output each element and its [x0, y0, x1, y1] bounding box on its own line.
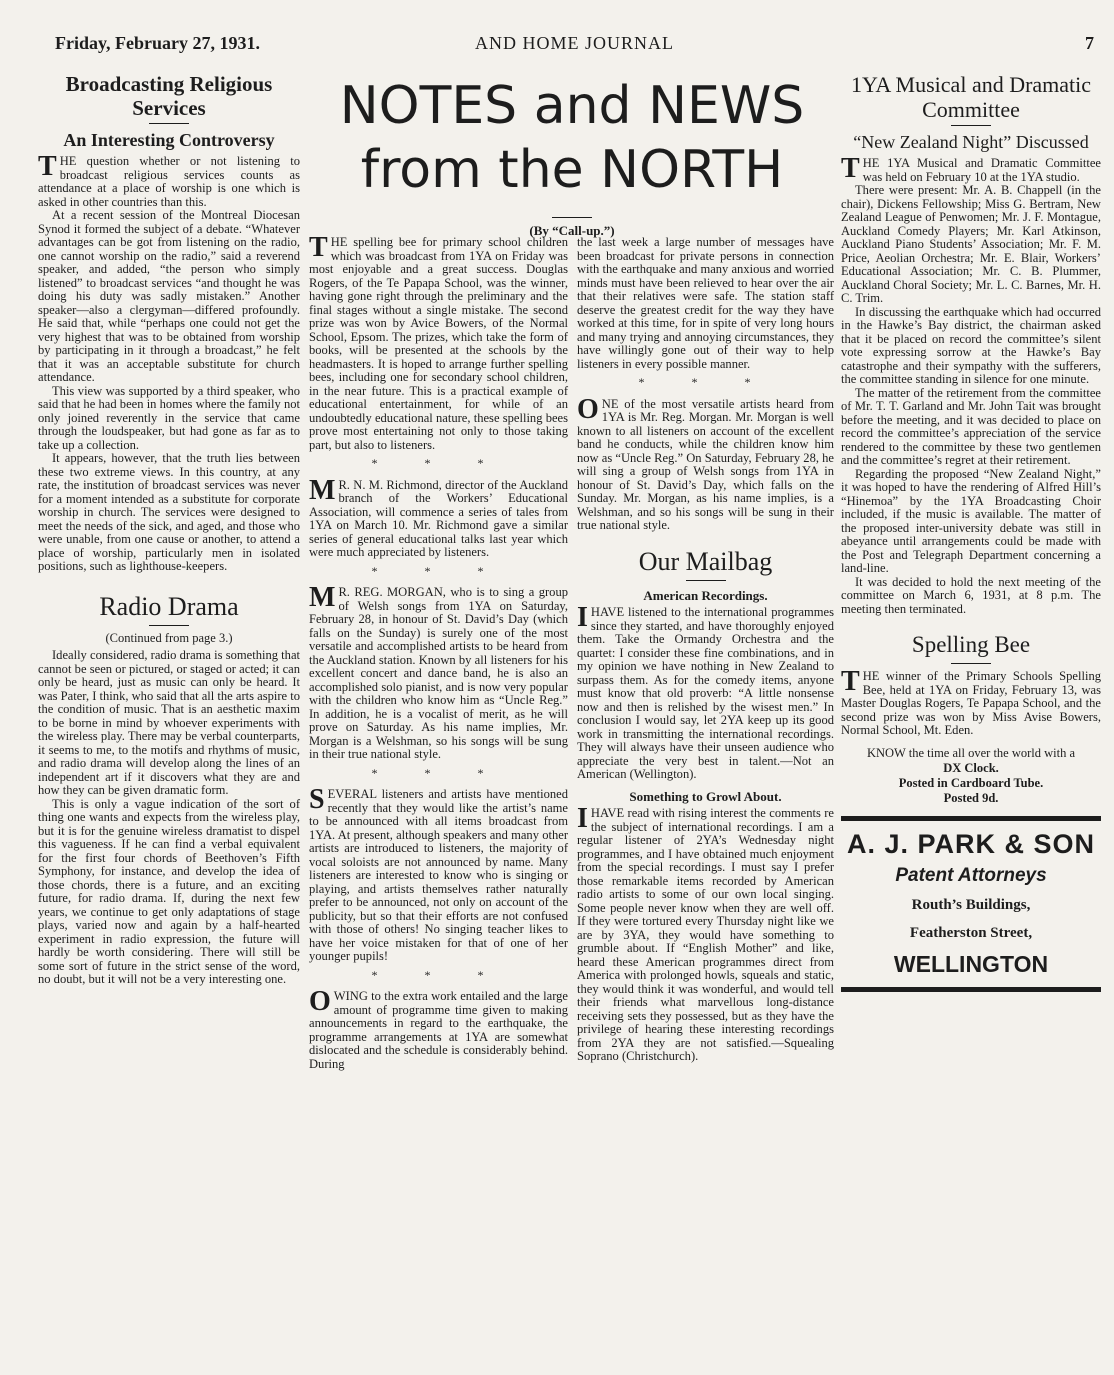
banner-line-1: NOTES and NEWS: [339, 76, 805, 136]
ad-tagline: Patent Attorneys: [895, 864, 1047, 886]
divider: [149, 625, 189, 626]
page-header: [55, 33, 1094, 57]
article-paragraph: This is only a vague indication of the sort of thing one wants and expects from the wireless play, but it is for the genuine wireless dramatist to dispel this vagueness. If he can find a verbal equivalent for the first four chords of Beethoven’s Fifth Symphony, for instance, and develop the idea of those chords, there is a future, and an exciting future, for radio drama. If, during the next few years, we continue to get only adaptations of stage plays, varied now and again by a half-hearted experiment in radio expression, the future will hardly be worth considering. There will still be some sort of future in the strict sense of the word, no doubt, but it will not be a very interesting one.: [38, 796, 300, 986]
dx-ad-line: Posted 9d.: [943, 790, 999, 805]
article-paragraph: This view was supported by a third speaker, who said that he had been in homes where the family not only joined reverently in the service that came through the loudspeaker, but had gone as far as to take up a collection.: [38, 383, 300, 452]
article-paragraph: It appears, however, that the truth lies between these two extreme views. In this country, at any rate, the institution of broadcast services was never for a moment intended as a substitute for corporate worship in church. The services were designed to meet the needs of the sick, and aged, and those who were unable, from one cause or another, to attend a place of worship, particularly men in isolated positions, such as lighthouse-keepers.: [38, 451, 300, 573]
issue-date: Friday, February 27, 1931.: [55, 33, 260, 53]
divider: [686, 580, 726, 581]
headline-radio-drama: Radio Drama: [99, 591, 239, 621]
headline-spelling-bee: Spelling Bee: [911, 632, 1031, 657]
separator-stars: * * *: [371, 456, 506, 470]
article-paragraph: OWING to the extra work entailed and the large amount of programme time given to making announcements in regard to the earthquake, the programme arrangements at 1YA are somewhat dislocated and the schedule is considerably behind. During: [309, 986, 568, 1071]
ad-address: Featherston Street,: [909, 924, 1033, 941]
ad-border: [841, 987, 1101, 992]
journal-title: AND HOME JOURNAL: [475, 33, 674, 53]
article-paragraph: SEVERAL listeners and artists have mentioned recently that they would like the artist’s name to be announced with all items broadcast from 1YA. At present, although speakers and many other artists are introduced to listeners, the majority of vocal soloists are not announced by name. Many listeners are interested to know who is singing or playing, and artists themselves rather naturally prefer to be announced, not only on account of the publicity, but so that their efforts are not confused with those of others! No singing teacher likes to have her voice mistaken for that of one of her younger pupils!: [309, 784, 568, 963]
subhead-american: American Recordings.: [643, 587, 768, 603]
dx-ad-line: KNOW the time all over the world with a: [866, 745, 1076, 760]
separator-stars: * * *: [371, 765, 506, 780]
column-3: [577, 70, 834, 1064]
column-4: [841, 70, 1101, 998]
article-paragraph: ONE of the most versatile artists heard from 1YA is Mr. Reg. Morgan. Mr. Morgan is well known to all listeners on account of the excellent band he conducts, while the children know him now as “Uncle Reg.” On Saturday, February 28, he will sing a group of Welsh songs from 1YA in honour of St. David’s Day, which falls on the Sunday. Mr. Morgan, as his name implies, is a Welshman, and so his songs will be sung in their true national style.: [577, 393, 834, 532]
article-paragraph: THE 1YA Musical and Dramatic Committee was held on February 10 at the 1YA studio.: [841, 153, 1101, 184]
column-1: [38, 70, 300, 987]
separator-stars: * * *: [371, 563, 506, 578]
banner-space: [577, 70, 834, 236]
dx-ad-line: DX Clock.: [943, 760, 999, 775]
column-2: [309, 70, 568, 1071]
dx-clock-ad: [841, 746, 1101, 806]
subhead-growl: Something to Growl About.: [629, 788, 782, 804]
headline-committee: 1YA Musical and Dramatic Committee: [850, 72, 1092, 122]
byline-text: (By “Call-up.”): [529, 223, 615, 238]
continued-note: (Continued from page 3.): [105, 630, 233, 645]
article-paragraph: MR. N. M. Richmond, director of the Auckland branch of the Workers’ Educational Association, will commence a series of tales from 1YA on March 10. Mr. Richmond gave a similar series of general educational talks last year which were much appreciated by listeners.: [309, 474, 568, 559]
separator-stars: * * *: [638, 375, 773, 389]
banner-space: [309, 70, 568, 236]
divider: [951, 125, 991, 126]
article-paragraph: THE spelling bee for primary school children which was broadcast from 1YA on Friday was most enjoyable and a great success. Douglas Rogers, of the Te Papapa School, was the winner, having gone right through the preliminary and the final stages without a single mistake. The second prize was won by Avice Bowers, of the Normal School, Epsom. The prizes, which take the form of books, will be presented at the schools by the headmasters. It is hoped to arrange further spelling bees, including one for secondary school children, in the near future. This is a practical example of educational entertainment, for while of an undoubtedly educational nature, these spelling bees prove most entertaining not only to those taking part, but also to listeners.: [309, 232, 568, 452]
article-paragraph: THE winner of the Primary Schools Spelling Bee, held at 1YA on Friday, February 13, was Master Douglas Rogers, Te Papapa School, and the second prize was won by Miss Avise Bowers, Normal School, Mt. Eden.: [841, 666, 1101, 737]
letter-paragraph: IHAVE read with rising interest the comments re the subject of international recordings. I am a regular listener of 2YA’s Wednesday night programmes, and I have obtained much enjoyment from the special recordings. I must say I prefer those remarkable items recorded by American radio artists to some of our own local singing. Some people never know when they are well off. If they were tortured every Thursday night like we are by 3YA, they would have something to grumble about. If “English Mother” and like, heard these American programmes direct from America with prolonged howls, squeals and static, they would think it was wonderful, and would tell their friends what marvellous long-distance receiving sets they possessed, but as they have the privilege of hearing these interesting recordings from 2YA they are not satisfied.—Squealing Soprano (Christchurch).: [577, 803, 834, 1063]
page-number: 7: [1085, 33, 1094, 53]
ad-city: WELLINGTON: [893, 950, 1049, 977]
article-paragraph: Regarding the proposed “New Zealand Night,” it was hoped to have the rendering of Alfred Hill’s “Hinemoa” by the 1YA Broadcasting Choir included, if the music is available. The matter of the proposed inter-university debate was still in abeyance until arrangements could be made with the Post and Telegraph Department concerning a land-line.: [841, 466, 1101, 575]
ad-border: [841, 816, 1101, 821]
ad-company: A. J. PARK & SON: [846, 828, 1096, 859]
article-paragraph: In discussing the earthquake which had occurred in the Hawke’s Bay district, the chairman asked that it be placed on record the committee’s silent vote expressing sorrow at the Hawke’s Bay catastrophe and their sympathy with the sufferers, the committee standing in silence for one minute.: [841, 304, 1101, 386]
park-son-ad: [841, 816, 1101, 992]
divider: [149, 123, 189, 124]
article-paragraph: At a recent session of the Montreal Diocesan Synod it formed the subject of a debate. “Whatever advantages can be got from listening on the radio, one cannot worship on the radio,” said a reverend speaker, and added, “the person who simply listened” to broadcast services “and thought he was doing his duty was sadly mistaken.” Another speaker—also a clergyman—differed profoundly. He said that, while “perhaps one could not get the very highest that was to be obtained from worship by participating in it through a broadcast,” he felt that it was an acceptable substitute for church attendance.: [38, 208, 300, 384]
article-paragraph: There were present: Mr. A. B. Chappell (in the chair), Dickens Fellowship; Miss G. Bertram, New Zealand League of Penwomen; Mr. J. F. Montague, Auckland Comedy Players; Mr. Karl Atkinson, Auckland Piano Students’ Association; Mr. F. M. Price, Aeolian Orchestra; Mr. E. Blair, Workers’ Educational Association; Mr. C. B. Plummer, Auckland Choral Society; Mr. L. C. Barnes, Mr. H. C. Trim.: [841, 183, 1101, 305]
article-paragraph: THE question whether or not listening to broadcast religious services counts as attendance at a place of worship is one which is asked in other countries than this.: [38, 151, 300, 209]
article-paragraph: It was decided to hold the next meeting of the committee on March 6, 1931, at 8 p.m. The meeting then terminated.: [841, 574, 1101, 616]
article-paragraph: the last week a large number of messages have been broadcast for private persons in connection with the earthquake and many anxious and worried minds must have been relieved to hear over the air that their relatives were safe. The station staff deserve the greatest credit for the way they have worked at this time, for in spite of very long hours and many trying and annoying circumstances, they have willingly gone out of their way to help listeners in every possible manner.: [577, 235, 834, 371]
letter-paragraph: IHAVE listened to the international programmes since they started, and have thoroughly enjoyed them. Take the Ormandy Orchestra and the quartet: I consider these fine combinations, and in my opinion we have nothing in New Zealand to surpass them. As for the comedy items, anyone must know that old proverb: “A little nonsense now and then is relished by the wisest men.” In conclusion I would say, let 2YA keep up its good work in transmitting the international recordings. They will always have their unseen audience who appreciate the very best in talent.—Not an American (Wellington).: [577, 602, 834, 781]
article-paragraph: Ideally considered, radio drama is something that cannot be seen or pictured, or staged or acted; it can only be heard, just as music can only be heard. It was Pater, I think, who said that all the arts aspire to the condition of music. That is an aesthetic maxim to be borne in mind by whoever experiments with the wireless play. There may be verbal counterparts, it seems to me, to the motifs and rhythms of music, and radio drama will develop along the lines of an independent art if it discovers what they are and how they can be given dramatic form.: [38, 648, 300, 797]
headline-religious: Broadcasting Religious Services: [65, 72, 273, 120]
subhead-controversy: An Interesting Controversy: [63, 130, 275, 150]
subhead-nz-night: “New Zealand Night” Discussed: [853, 132, 1089, 152]
article-paragraph: MR. REG. MORGAN, who is to sing a group of Welsh songs from 1YA on Saturday, February 28, in honour of St. David’s Day (which falls on the Sunday) is surely one of the most versatile and accomplished artists to be heard from the Auckland station. Known by all listeners for his excellent concert and dance band, he is also an accomplished solo pianist, and is now very popular with the children who know him as “Uncle Reg.” In addition, he is a vocalist of merit, as he will prove on Saturday. As his name implies, Mr. Morgan is a Welshman, so his songs will be sung in their true national style.: [309, 582, 568, 761]
dx-ad-line: Posted in Cardboard Tube.: [898, 775, 1044, 790]
divider: [951, 663, 991, 664]
banner-line-2: from the NORTH: [360, 140, 784, 200]
article-paragraph: The matter of the retirement from the committee of Mr. T. T. Garland and Mr. John Tait was brought before the meeting, and it was decided to place on record the committee’s appreciation of the service rendered to the committee by these two gentlemen and the committee’s regret at their retirement.: [841, 385, 1101, 467]
headline-mailbag: Our Mailbag: [638, 546, 773, 576]
ad-address: Routh’s Buildings,: [911, 896, 1031, 913]
separator-stars: * * *: [371, 967, 506, 982]
